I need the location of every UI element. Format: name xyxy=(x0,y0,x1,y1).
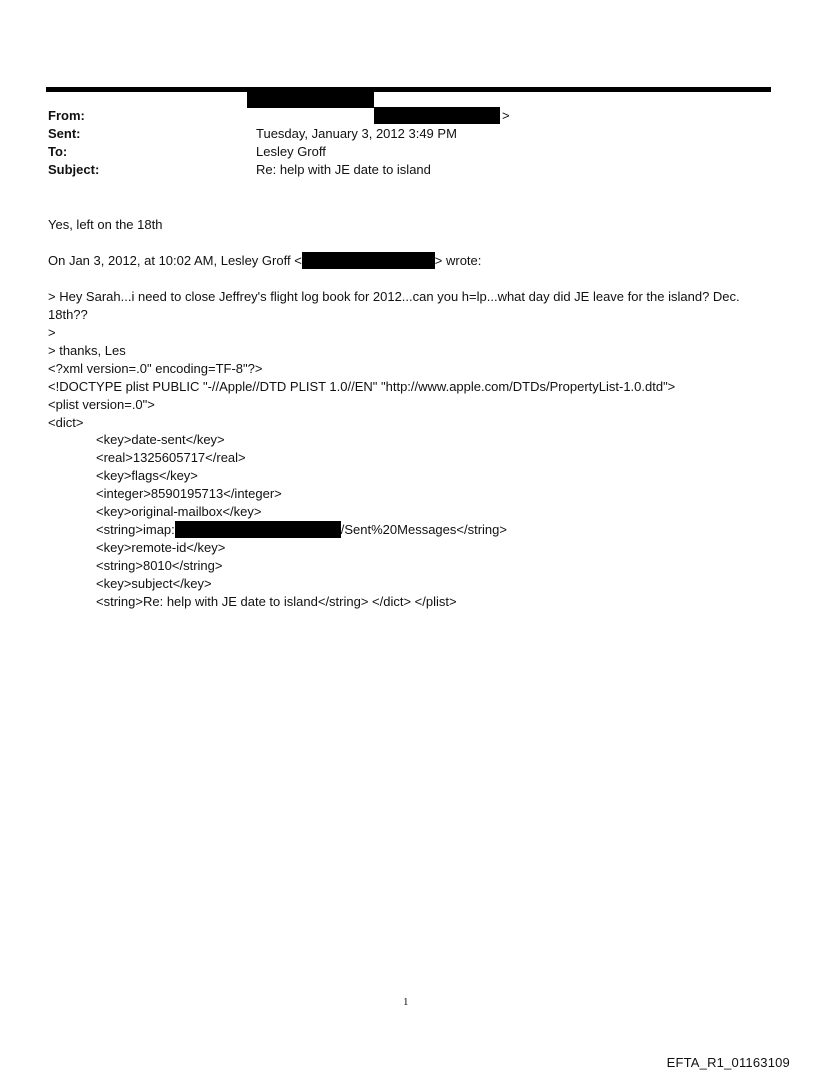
plist-line-4: <integer>8590195713</integer> xyxy=(96,486,282,501)
plist-dict-open: <dict> xyxy=(48,415,84,430)
plist-line-6-prefix: <string>imap: xyxy=(96,522,175,537)
quoted-line-2: 18th?? xyxy=(48,307,88,322)
plist-line-5: <key>original-mailbox</key> xyxy=(96,504,262,519)
plist-line-10: <string>Re: help with JE date to island</string> </dict> </plist> xyxy=(96,594,457,609)
subject-label: Subject: xyxy=(48,162,100,177)
redaction-imap-path xyxy=(175,521,341,538)
to-label: To: xyxy=(48,144,68,159)
plist-line-8: <string>8010</string> xyxy=(96,558,223,573)
plist-open: <plist version=.0"> xyxy=(48,397,155,412)
from-suffix: > xyxy=(502,108,510,123)
plist-xml-decl: <?xml version=.0" encoding=TF-8"?> xyxy=(48,361,263,376)
quoted-line-3: > xyxy=(48,325,56,340)
quoted-line-1: > Hey Sarah...i need to close Jeffrey's flight log book for 2012...can you h=lp...what day did JE leave for the island? Dec. xyxy=(48,289,740,304)
reply-text: Yes, left on the 18th xyxy=(48,217,163,232)
sent-value: Tuesday, January 3, 2012 3:49 PM xyxy=(256,126,457,141)
plist-line-6 xyxy=(96,521,507,539)
redaction-from-address xyxy=(374,107,500,124)
redaction-groff-email xyxy=(302,252,435,269)
redaction-from-name xyxy=(247,91,374,108)
email-header xyxy=(48,107,748,183)
plist-line-7: <key>remote-id</key> xyxy=(96,540,226,555)
plist-line-9: <key>subject</key> xyxy=(96,576,212,591)
to-value: Lesley Groff xyxy=(256,144,326,159)
plist-doctype: <!DOCTYPE plist PUBLIC "-//Apple//DTD PLIST 1.0//EN" "http://www.apple.com/DTDs/PropertyList-1.0.dtd"> xyxy=(48,379,676,394)
quote-intro xyxy=(48,252,481,270)
plist-line-3: <key>flags</key> xyxy=(96,468,198,483)
subject-value: Re: help with JE date to island xyxy=(256,162,431,177)
bates-number: EFTA_R1_01163109 xyxy=(666,1055,790,1070)
plist-line-6-suffix: /Sent%20Messages</string> xyxy=(340,522,507,537)
quote-intro-suffix: > wrote: xyxy=(434,253,482,268)
plist-line-1: <key>date-sent</key> xyxy=(96,432,225,447)
quote-intro-prefix: On Jan 3, 2012, at 10:02 AM, Lesley Groff < xyxy=(48,253,302,268)
from-label: From: xyxy=(48,108,85,123)
header-rule xyxy=(46,87,771,92)
sent-label: Sent: xyxy=(48,126,81,141)
quoted-line-4: > thanks, Les xyxy=(48,343,126,358)
plist-line-2: <real>1325605717</real> xyxy=(96,450,246,465)
page-number: 1 xyxy=(403,996,409,1008)
